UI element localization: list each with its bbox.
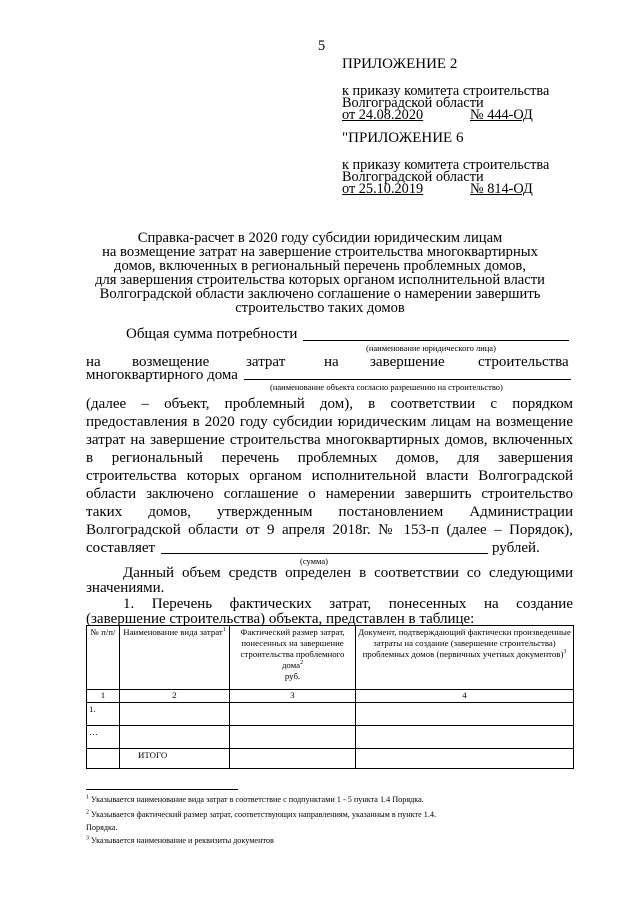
page-number: 5 [318,38,326,54]
table-cell: … [87,726,120,749]
paragraph-line: Волгоградской области от 9 апреля 2018г. № 153-п (далее – Порядок), [86,522,573,538]
footnote-separator [86,789,238,790]
table-cell [356,703,574,726]
word: на [86,354,101,370]
heading-line: для завершения строительства которых органом исполнительной власти [95,272,545,288]
sum-caption: (сумма) [300,556,328,566]
list-item-line: (завершение строительства) объекта, представлен в таблице: [86,611,475,627]
heading-line: на возмещение затрат на завершение строительства многоквартирных [102,244,538,260]
table-cell: 1. [87,703,120,726]
paragraph-line: области заключено соглашение о намерении завершить строительство [86,486,573,502]
appendix-6-number: № 814-ОД [470,181,533,197]
appendix-2-line2: Волгоградской области [342,95,484,111]
appendix-2-number: № 444-ОД [470,107,533,123]
heading-line: Волгоградской области заключено соглашение о намерении завершить [99,286,541,302]
footnote: $^3$ Указывается наименование и реквизиты документов [86,835,274,845]
header-document: Документ, подтверждающий фактически произведенные затраты на создание (завершение строительства) проблемных домов (первичных учетных документов)$^3$ [356,626,574,690]
header-cost-type: Наименование вида затрат$^1$ [120,626,230,690]
footnote: $^1$ Указывается наименование вида затрат в соответствие с подпунктами 1 - 5 пункта 1.4 Порядка. [86,794,424,804]
table-cell [356,749,574,769]
costs-table [86,625,574,769]
table-cell [87,749,120,769]
footnote: Порядка. [86,823,118,832]
heading-line: строительство таких домов [235,300,405,316]
apartment-label: многоквартирного дома [86,367,238,383]
amount-blank [161,553,488,554]
volume-line: значениями. [86,580,165,596]
appendix-6-line2: Волгоградской области [342,169,484,185]
table-cell: 4 [356,690,574,703]
paragraph-line: затрат на завершение строительства многоквартирных домов, включенных [86,432,573,448]
appendix-2-line1: к приказу комитета строительства [342,83,550,99]
table-cell: 1 [87,690,120,703]
header-actual-amount: Фактический размер затрат, понесенных на завершение строительства проблемного дома$^2$ руб. [230,626,356,690]
table-header-row [87,626,574,690]
object-caption: (наименование объекта согласно разрешению на строительство) [270,382,503,392]
word: затрат [246,354,286,370]
paragraph-line: в региональный перечень проблемных домов, для завершения [86,450,573,466]
table-cell: 3 [230,690,356,703]
appendix-2-title: ПРИЛОЖЕНИЕ 2 [342,56,458,72]
appendix-2-date: от 24.08.2020 [342,107,424,123]
footnote: $^2$ Указывается фактический размер затрат, соответствующих направлениям, указанным в пункте 1.4. [86,809,437,819]
total-label-cell: ИТОГО [120,749,230,769]
word: завершение [370,354,445,370]
total-label: Общая сумма потребности [126,326,298,342]
table-cell [230,726,356,749]
word: строительства [478,354,569,370]
heading-line: Справка-расчет в 2020 году субсидии юридическим лицам [137,230,503,246]
table-cell [356,726,574,749]
heading-line: домов, включенных в региональный перечень проблемных домов, [114,258,526,274]
amount-prefix: составляет [86,540,156,556]
paragraph-line: предоставления в 2020 году субсидии юридическим лицам на возмещение [86,414,573,430]
table-cell [230,749,356,769]
appendix-6-line1: к приказу комитета строительства [342,157,550,173]
amount-suffix: рублей. [492,540,540,556]
table-row [87,726,574,749]
appendix-6-title: "ПРИЛОЖЕНИЕ 6 [342,130,464,146]
table-row [87,703,574,726]
word: на [324,354,339,370]
table-column-number-row [87,690,574,703]
table-cell [230,703,356,726]
table-total-row [87,749,574,769]
header-number: № п/п/ [87,626,120,690]
table-cell [120,703,230,726]
object-blank [244,379,571,380]
legal-entity-blank [303,340,569,341]
paragraph-line: строительства которых органом исполнительной власти Волгоградской [86,468,573,484]
table-cell [120,726,230,749]
appendix-6-date: от 25.10.2019 [342,181,424,197]
paragraph-line: (далее – объект, проблемный дом), в соответствии с порядком [86,396,573,412]
volume-line: Данный объем средств определен в соответствии со следующими [123,565,573,581]
legal-entity-caption: (наименование юридического лица) [366,343,496,353]
table-cell: 2 [120,690,230,703]
word: возмещение [132,354,210,370]
list-item-line: 1. Перечень фактических затрат, понесенных на создание [123,596,573,612]
paragraph-line: таких домов, утвержденным постановлением Администрации [86,504,573,520]
